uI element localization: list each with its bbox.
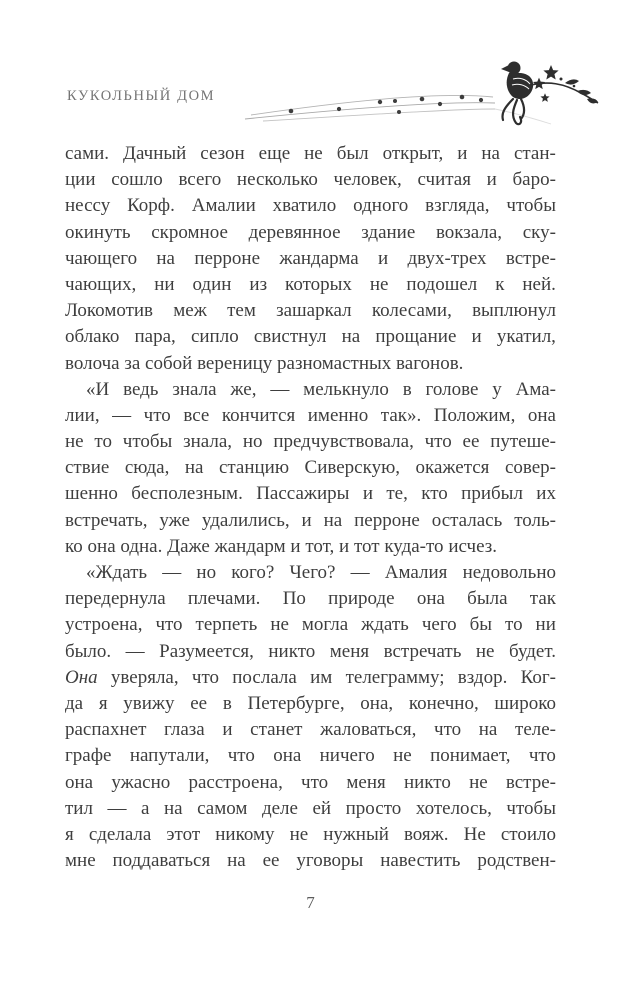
text-line: ствие сюда, на станцию Сиверскую, окажется совер-	[65, 457, 556, 479]
bird-glyph	[501, 62, 533, 125]
text-line: шенно бесполезным. Пассажиры и те, кто прибыл их	[65, 483, 556, 505]
page-header	[0, 0, 619, 135]
text-line: графе напутали, что она ничего не понимает, что	[65, 745, 556, 767]
bird-ornament-icon	[243, 53, 617, 135]
text-line: «Ждать — но кого? Чего? — Амалия недовольно	[86, 562, 556, 583]
text-line: волоча за собой вереницу разномастных вагонов.	[65, 352, 464, 374]
text-line: нессу Корф. Амалии хватило одного взгляда, чтобы	[65, 195, 556, 217]
text-line: лии, — что все кончится именно так». Положим, она	[65, 404, 556, 426]
text-line: тил — а на самом деле ей просто хотелось, чтобы	[65, 797, 556, 819]
text-line: Она уверяла, что послала им телеграмму; вздор. Ког-	[65, 666, 556, 688]
text-line: чающего на перроне жандарма и двух-трех встре-	[65, 247, 556, 269]
text-line: распахнет глаза и станет жаловаться, что на теле-	[65, 719, 556, 741]
bead-dots	[289, 95, 483, 114]
text-line: да я увижу ее в Петербурге, она, конечно, широко	[65, 692, 556, 714]
text-line: передернула плечами. По природе она была так	[65, 588, 556, 610]
running-title: КУКОЛЬНЫЙ ДОМ	[67, 88, 216, 104]
text-line: устроена, что терпеть не могла ждать чего бы то ни	[65, 614, 556, 636]
text-line: чающих, ни один из которых не подошел к ней.	[65, 273, 556, 295]
text-line: я сделала этот никому не нужный вояж. Не стоило	[65, 823, 556, 845]
text-line: окинуть скромное деревянное здание вокзала, ску-	[65, 221, 556, 243]
text-line: облако пара, сипло свистнул на прощание и укатил,	[65, 326, 556, 348]
flower-branch	[531, 65, 598, 103]
text-line: встречать, уже удалились, и на перроне осталась толь-	[65, 509, 556, 531]
page-number: 7	[306, 893, 315, 912]
page-footer	[65, 893, 556, 913]
text-line: ции сошло всего несколько человек, считая и баро-	[65, 169, 556, 191]
text-line: Локомотив меж тем зашаркал колесами, выплюнул	[65, 300, 556, 322]
text-line: не то чтобы знала, но предчувствовала, что ее путеше-	[65, 431, 556, 453]
text-line: сами. Дачный сезон еще не был открыт, и на стан-	[65, 143, 556, 164]
text-line: ко она одна. Даже жандарм и тот, и тот куда-то исчез.	[65, 535, 498, 557]
text-line: мне поддаваться на ее уговоры навестить родствен-	[65, 850, 556, 872]
text-line: было. — Разумеется, никто меня встречать не будет.	[65, 640, 556, 662]
text-line: она ужасно расстроена, что меня никто не встре-	[65, 771, 556, 793]
body-text	[65, 141, 556, 874]
text-line: «И ведь знала же, — мелькнуло в голове у Ама-	[86, 378, 556, 400]
